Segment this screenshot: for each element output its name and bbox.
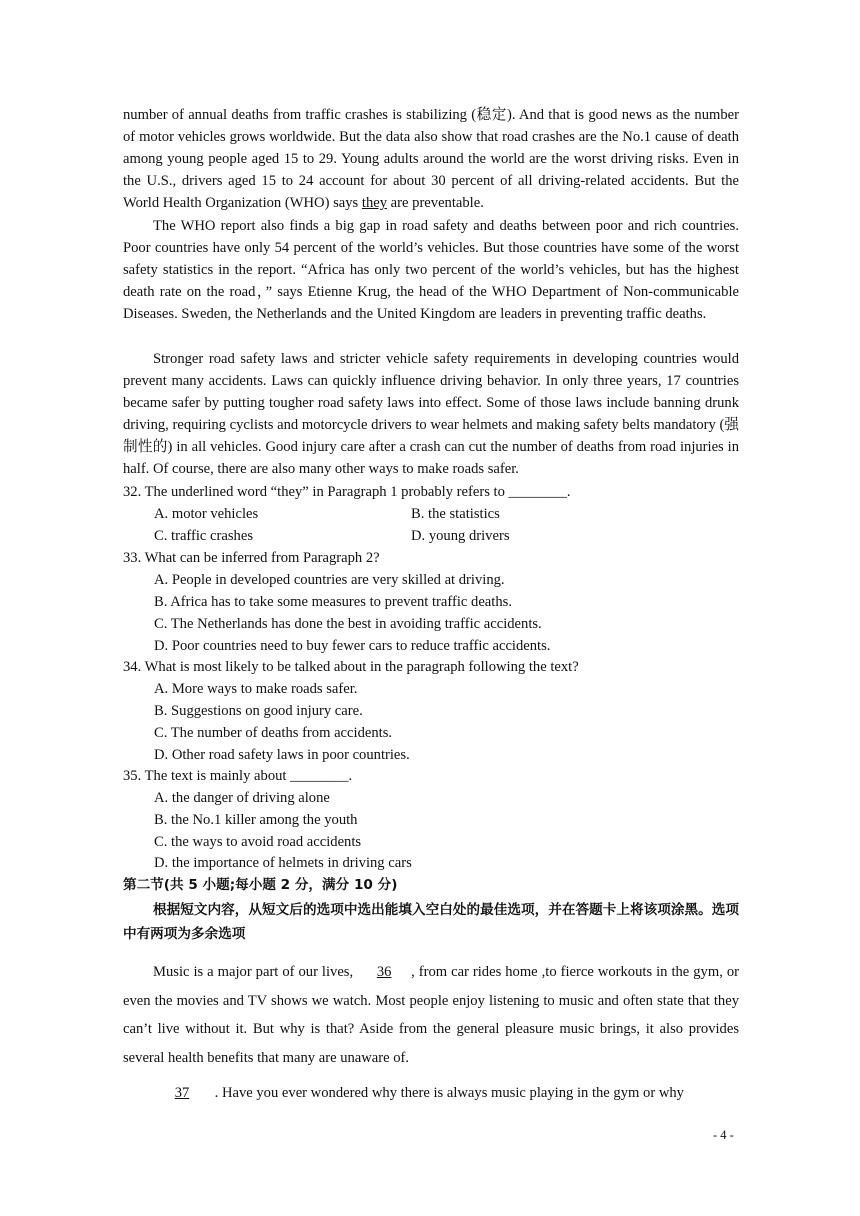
page-number: - 4 - xyxy=(713,1128,734,1142)
blank-36[interactable]: 36 xyxy=(376,964,392,980)
music-text-2: , from car rides home ,to fierce workouts in the gym, or even the movies and TV shows we watch. Most people enjoy listening to music and often state that they can’t live without it. But why is that? Aside from the general pleasure music brings, it also provides several health benefits that many are unaware of. xyxy=(123,964,739,1066)
q32-option-b[interactable]: B. the statistics xyxy=(411,506,500,522)
question-34: 34. What is most likely to be talked about in the paragraph following the text? xyxy=(123,659,579,675)
q34-option-b[interactable]: B. Suggestions on good injury care. xyxy=(154,703,363,719)
question-35: 35. The text is mainly about ________. xyxy=(123,768,353,784)
paragraph-1-text: number of annual deaths from traffic crashes is stabilizing (稳定). And that is good news as the number of motor vehicles grows worldwide. But the data also show that road crashes are the No.1 cause of death among young people aged 15 to 29. Young adults around the world are the worst driving risks. Even in the U.S., drivers aged 15 to 24 account for about 30 percent of all driving-related accidents. But the World Health Organization (WHO) says xyxy=(123,107,739,211)
q33-option-b[interactable]: B. Africa has to take some measures to prevent traffic deaths. xyxy=(154,594,512,610)
music-text-3: . Have you ever wondered why there is always music playing in the gym or why xyxy=(211,1085,684,1101)
section-2-heading: 第二节(共 5 小题;每小题 2 分，满分 10 分) xyxy=(123,877,398,893)
q34-option-a[interactable]: A. More ways to make roads safer. xyxy=(154,681,358,697)
q34-option-c[interactable]: C. The number of deaths from accidents. xyxy=(154,725,393,741)
question-33: 33. What can be inferred from Paragraph 2? xyxy=(123,550,380,566)
q32-option-a[interactable]: A. motor vehicles xyxy=(154,506,259,522)
question-32: 32. The underlined word “they” in Paragraph 1 probably refers to ________. xyxy=(123,484,571,500)
blank-37[interactable]: 37 xyxy=(174,1085,190,1101)
q32-option-c[interactable]: C. traffic crashes xyxy=(154,528,254,544)
underlined-word: they xyxy=(361,195,388,211)
q32-option-d[interactable]: D. young drivers xyxy=(411,528,510,544)
q33-option-d[interactable]: D. Poor countries need to buy fewer cars to reduce traffic accidents. xyxy=(154,638,551,654)
q35-option-c[interactable]: C. the ways to avoid road accidents xyxy=(154,834,362,850)
music-paragraph-2 xyxy=(123,1079,739,1108)
q34-option-d[interactable]: D. Other road safety laws in poor countries. xyxy=(154,747,410,763)
instruction-text: 根据短文内容，从短文后的选项中选出能填入空白处的最佳选项，并在答题卡上将该项涂黑。选项中有两项为多余选项 xyxy=(123,902,739,942)
q35-option-b[interactable]: B. the No.1 killer among the youth xyxy=(154,812,358,828)
passage-paragraph-3 xyxy=(123,348,739,480)
music-paragraph-1 xyxy=(123,958,739,1072)
q33-option-a[interactable]: A. People in developed countries are very skilled at driving. xyxy=(154,572,505,588)
q35-option-d[interactable]: D. the importance of helmets in driving cars xyxy=(154,855,412,871)
paragraph-1-end: are preventable. xyxy=(387,195,484,211)
passage-paragraph-2 xyxy=(123,215,739,325)
q33-option-c[interactable]: C. The Netherlands has done the best in avoiding traffic accidents. xyxy=(154,616,542,632)
q35-option-a[interactable]: A. the danger of driving alone xyxy=(154,790,330,806)
paragraph-2-text: The WHO report also finds a big gap in road safety and deaths between poor and rich countries. Poor countries have only 54 percent of the world’s vehicles. But those countries have some of the worst safety statistics in the report. “Africa has only two percent of the world’s vehicles, but has the highest death rate on the road，” says Etienne Krug, the head of the WHO Department of Non-communicable Diseases. Sweden, the Netherlands and the United Kingdom are leaders in preventing traffic deaths. xyxy=(123,218,739,322)
paragraph-3-text: Stronger road safety laws and stricter vehicle safety requirements in developing countries would prevent many accidents. Laws can quickly influence driving behavior. In only three years, 17 countries became safer by putting tougher road safety laws into effect. Some of those laws include banning drunk driving, requiring cyclists and motorcycle drivers to wear helmets and making safety belts mandatory (强制性的) in all vehicles. Good injury care after a crash can cut the number of deaths from road injuries in half. Of course, there are also many other ways to make roads safer. xyxy=(123,351,739,477)
passage-paragraph-1 xyxy=(123,104,739,214)
section-2-instruction xyxy=(123,898,739,946)
music-text-1: Music is a major part of our lives, xyxy=(153,964,358,980)
